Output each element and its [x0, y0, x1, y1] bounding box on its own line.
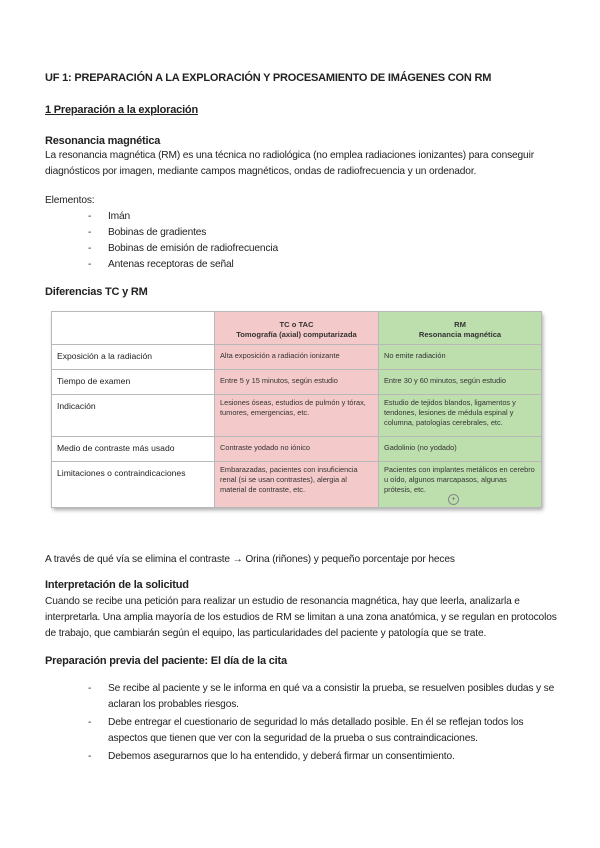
header-tc-title: TC o TAC	[279, 320, 314, 329]
rm-cell: No emite radiación	[379, 345, 542, 370]
elements-label: Elementos:	[45, 195, 95, 206]
list-item: - Debe entregar el cuestionario de seguridad lo más detallado posible. En él se reflejan todos los aspectos que tienen que ver con la seguridad de la prueba o sus contraindicaciones.	[108, 715, 563, 747]
tc-cell: Lesiones óseas, estudios de pulmón y tórax, tumores, emergencias, etc.	[215, 395, 379, 437]
comparison-table	[51, 311, 541, 507]
row-label: Tiempo de examen	[52, 370, 215, 395]
rm-paragraph: La resonancia magnética (RM) es una técnica no radiológica (no emplea radiaciones ionizantes) para conseguir diagnósticos por imagen, mediante campos magnéticos, ondas de radiofrecuencia y un ordenador.	[45, 150, 534, 177]
header-tc	[215, 312, 379, 345]
rm-cell: Gadolinio (no yodado)	[379, 437, 542, 462]
list-item: - Bobinas de gradientes	[108, 225, 508, 241]
interp-heading: Interpretación de la solicitud	[45, 579, 189, 591]
table-row	[52, 345, 542, 370]
prep-heading: Preparación previa del paciente: El día de la cita	[45, 655, 287, 667]
header-rm	[379, 312, 542, 345]
prep-list	[108, 681, 563, 767]
contrast-line: A través de qué vía se elimina el contraste → Orina (riñones) y pequeño porcentaje por heces	[45, 554, 455, 565]
table-corner-cell	[52, 312, 215, 345]
section-heading: 1 Preparación a la exploración	[45, 104, 198, 116]
interp-paragraph: Cuando se recibe una petición para realizar un estudio de resonancia magnética, hay que leerla, analizarla e interpretarla. Una amplia mayoría de los estudios de RM se limitan a una zona anatómica, y se regulan en protocolos de trabajo, que cambiarán según el equipo, las particularidades del paciente y patología que se trate.	[45, 596, 557, 639]
list-item: - Debemos asegurarnos que lo ha entendido, y deberá firmar un consentimiento.	[108, 749, 563, 765]
tc-cell: Embarazadas, pacientes con insuficiencia renal (si se usan contrastes), alergia al material de contraste, etc.	[215, 462, 379, 508]
diff-heading: Diferencias TC y RM	[45, 286, 148, 298]
list-item: - Antenas receptoras de señal	[108, 257, 508, 273]
plus-icon: +	[448, 494, 459, 505]
table-row	[52, 462, 542, 508]
rm-heading: Resonancia magnética	[45, 135, 161, 147]
list-item: - Bobinas de emisión de radiofrecuencia	[108, 241, 508, 257]
tc-cell: Contraste yodado no iónico	[215, 437, 379, 462]
header-tc-subtitle: Tomografía (axial) computarizada	[236, 330, 357, 339]
tc-cell: Entre 5 y 15 minutos, según estudio	[215, 370, 379, 395]
tc-cell: Alta exposición a radiación ionizante	[215, 345, 379, 370]
list-item: - Se recibe al paciente y se le informa en qué va a consistir la prueba, se resuelven posibles dudas y se aclaran los probables riesgos.	[108, 681, 563, 713]
rm-cell: Entre 30 y 60 minutos, según estudio	[379, 370, 542, 395]
rm-cell: Pacientes con implantes metálicos en cerebro u oído, algunos marcapasos, algunas prótesis, etc.	[379, 462, 542, 508]
header-rm-subtitle: Resonancia magnética	[418, 330, 502, 339]
table-row	[52, 395, 542, 437]
rm-cell: Estudio de tejidos blandos, ligamentos y tendones, lesiones de médula espinal y columna, patologías cerebrales, etc.	[379, 395, 542, 437]
document-title: UF 1: PREPARACIÓN A LA EXPLORACIÓN Y PROCESAMIENTO DE IMÁGENES CON RM	[45, 72, 492, 84]
elements-list	[108, 209, 508, 273]
header-rm-title: RM	[454, 320, 466, 329]
row-label: Limitaciones o contraindicaciones	[52, 462, 215, 508]
row-label: Exposición a la radiación	[52, 345, 215, 370]
list-item: - Imán	[108, 209, 508, 225]
table-row	[52, 370, 542, 395]
row-label: Indicación	[52, 395, 215, 437]
row-label: Medio de contraste más usado	[52, 437, 215, 462]
table-row	[52, 437, 542, 462]
